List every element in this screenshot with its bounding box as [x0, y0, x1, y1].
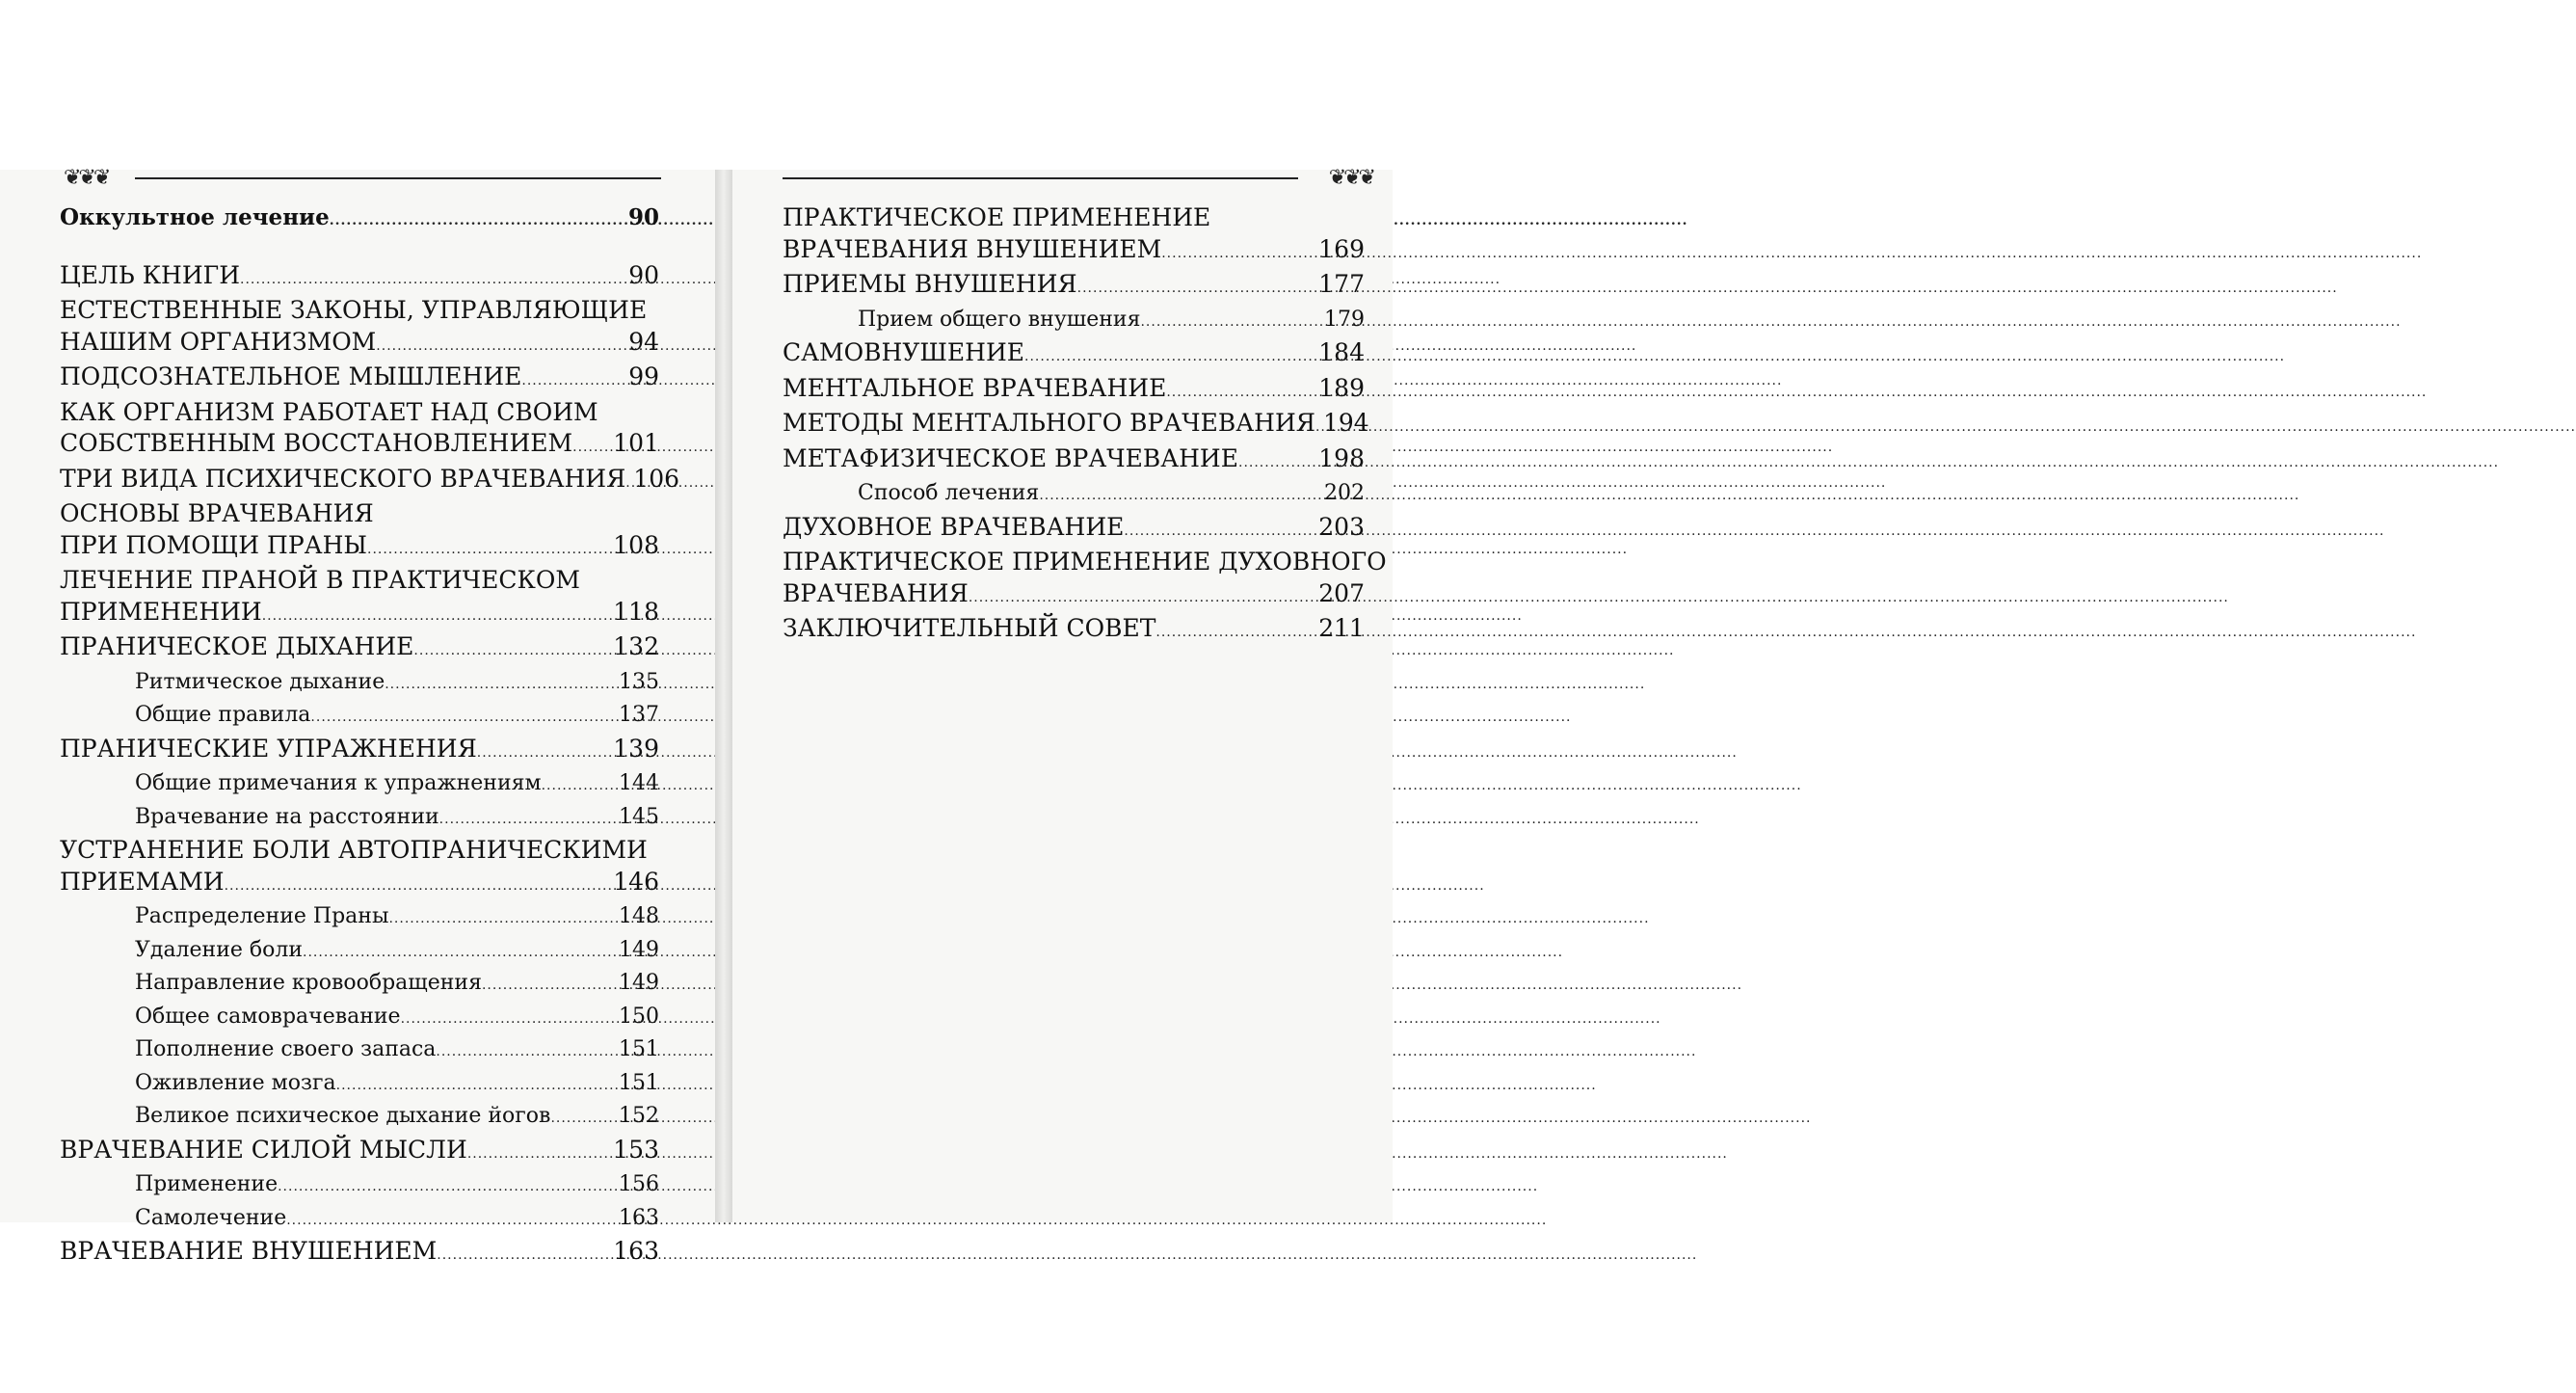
- toc-entry-page-number: 148: [619, 904, 659, 928]
- toc-entry[interactable]: [783, 305, 1365, 338]
- toc-entry-page-number: 163: [613, 1237, 659, 1265]
- toc-entry-page-number: 151: [619, 1070, 659, 1095]
- dot-leader: [1155, 617, 1316, 649]
- dot-leader: [385, 669, 617, 701]
- toc-entry-page-number: 146: [613, 867, 659, 896]
- toc-entry[interactable]: [783, 613, 1365, 649]
- dot-leader: [413, 635, 611, 667]
- dot-leader: [437, 1240, 611, 1272]
- dot-leader: [286, 1205, 617, 1237]
- toc-entry-title: ПРИМЕНЕНИИ: [60, 597, 262, 626]
- right-page: [732, 166, 1393, 1222]
- toc-entry-title: Распределение Праны: [135, 904, 389, 928]
- toc-entry-page-number: 135: [619, 669, 659, 694]
- toc-entry[interactable]: [60, 935, 659, 969]
- toc-entry-page-number: 145: [619, 804, 659, 829]
- toc-entry[interactable]: [783, 408, 1369, 443]
- dot-leader: [1077, 273, 1317, 305]
- toc-entry-page-number: 150: [619, 1004, 659, 1029]
- toc-entry-page-number: 207: [1318, 578, 1365, 607]
- toc-entry[interactable]: [60, 700, 659, 734]
- toc-entry[interactable]: [783, 443, 1365, 479]
- toc-entry[interactable]: [60, 260, 659, 296]
- toc-entry-title: Оккультное лечение: [60, 204, 330, 230]
- dot-leader: [572, 432, 611, 464]
- toc-entry-title: ПРИЕМАМИ: [60, 867, 225, 896]
- toc-entry[interactable]: [60, 1236, 659, 1272]
- toc-entry[interactable]: [60, 1135, 659, 1170]
- dot-leader: [330, 205, 626, 237]
- toc-entry-page-number: 149: [619, 971, 659, 995]
- dot-leader: [225, 871, 612, 902]
- toc-entry-title: МЕНТАЛЬНОЕ ВРАЧЕВАНИЕ: [783, 373, 1167, 402]
- toc-entry-page-number: 211: [1318, 614, 1365, 642]
- dot-leader: [1161, 238, 1316, 270]
- toc-entry-title: САМОВНУШЕНИЕ: [783, 338, 1025, 366]
- toc-entry-page-number: 169: [1318, 234, 1365, 263]
- toc-entry[interactable]: [60, 1169, 659, 1203]
- toc-entry-title-line: ПРАКТИЧЕСКОЕ ПРИМЕНЕНИЕ ДУХОВНОГО: [783, 548, 1387, 576]
- toc-entry-title: Общие примечания к упражнениям: [135, 771, 542, 795]
- toc-entry-title: ЦЕЛЬ КНИГИ: [60, 260, 241, 289]
- toc-entry[interactable]: [783, 337, 1365, 373]
- toc-entry-title-line: ПРАКТИЧЕСКОЕ ПРИМЕНЕНИЕ: [783, 203, 1211, 231]
- header-rule: [135, 177, 661, 179]
- toc-entry-page-number: 198: [1318, 443, 1365, 472]
- header-ornament-icon: ❦❦❦: [1328, 166, 1373, 190]
- toc-entry-title: ТРИ ВИДА ПСИХИЧЕСКОГО ВРАЧЕВАНИЯ: [60, 464, 626, 493]
- toc-entry[interactable]: [783, 373, 1365, 409]
- toc-entry-title: ПРАНИЧЕСКИЕ УПРАЖНЕНИЯ: [60, 734, 477, 763]
- toc-entry[interactable]: [783, 269, 1365, 305]
- toc-entry-title-line: ЛЕЧЕНИЕ ПРАНОЙ В ПРАКТИЧЕСКОМ: [60, 566, 580, 594]
- toc-entry-page-number: 152: [619, 1104, 659, 1128]
- toc-entry-title: Пополнение своего запаса: [135, 1037, 437, 1061]
- dot-leader: [436, 1036, 617, 1068]
- toc-entry[interactable]: [60, 901, 659, 935]
- dot-leader: [367, 534, 611, 566]
- toc-entry[interactable]: [60, 428, 659, 464]
- toc-entry-page-number: 144: [619, 771, 659, 795]
- toc-entry-page-number: 139: [613, 734, 659, 763]
- toc-entry-page-number: 108: [613, 530, 659, 559]
- toc-entry[interactable]: [60, 1203, 659, 1237]
- toc-entry[interactable]: [60, 202, 659, 237]
- toc-entry-title: Великое психическое дыхание йогов: [135, 1104, 551, 1128]
- dot-leader: [310, 702, 617, 734]
- toc-entry-title: ВРАЧЕВАНИЯ: [783, 578, 969, 607]
- dot-leader: [1238, 447, 1316, 479]
- dot-leader: [262, 601, 612, 632]
- toc-entry[interactable]: [60, 667, 659, 701]
- toc-entry-title: Общее самоврачевание: [135, 1004, 401, 1029]
- dot-leader: [1039, 480, 1322, 512]
- toc-entry[interactable]: [60, 867, 659, 902]
- toc-entry[interactable]: [60, 802, 659, 836]
- toc-entry-title-line: УСТРАНЕНИЕ БОЛИ АВТОПРАНИЧЕСКИМИ: [60, 836, 648, 864]
- dot-leader: [550, 1103, 617, 1135]
- dot-leader: [240, 264, 626, 296]
- toc-entry-title: Прием общего внушения: [858, 307, 1141, 332]
- dot-leader: [336, 1070, 617, 1102]
- toc-entry-page-number: 194: [1322, 409, 1369, 437]
- dot-leader: [401, 1004, 617, 1035]
- toc-entry-title: ПРИЕМЫ ВНУШЕНИЯ: [783, 270, 1077, 298]
- toc-entry-title: ПРИ ПОМОЩИ ПРАНЫ: [60, 530, 367, 559]
- toc-entry[interactable]: [60, 768, 659, 802]
- toc-entry-title: Применение: [135, 1172, 279, 1196]
- toc-entry[interactable]: [60, 597, 659, 632]
- toc-entry-title: ДУХОВНОЕ ВРАЧЕВАНИЕ: [783, 512, 1125, 541]
- toc-entry-page-number: 99: [628, 362, 659, 390]
- toc-entry-title: ПОДСОЗНАТЕЛЬНОЕ МЫШЛЕНИЕ: [60, 362, 522, 390]
- dot-leader: [376, 331, 626, 362]
- toc-entry-title: ВРАЧЕВАНИЕ СИЛОЙ МЫСЛИ: [60, 1135, 467, 1164]
- toc-entry-page-number: 118: [613, 597, 659, 626]
- toc-entry-page-number: 203: [1318, 512, 1365, 541]
- toc-entry-page-number: 151: [619, 1037, 659, 1061]
- table-of-contents-right: [783, 202, 1387, 649]
- toc-entry-title: МЕТОДЫ МЕНТАЛЬНОГО ВРАЧЕВАНИЯ: [783, 409, 1315, 437]
- toc-entry-page-number: 177: [1318, 270, 1365, 298]
- toc-entry[interactable]: [60, 362, 659, 397]
- toc-entry-page-number: 90: [627, 204, 659, 230]
- toc-entry-page-number: 132: [613, 632, 659, 660]
- dot-leader: [439, 804, 617, 836]
- toc-entry[interactable]: [783, 234, 1365, 270]
- toc-entry[interactable]: [60, 734, 659, 769]
- toc-entry[interactable]: [783, 512, 1365, 548]
- toc-entry[interactable]: [60, 1101, 659, 1135]
- toc-entry-page-number: 163: [619, 1205, 659, 1230]
- dot-leader: [477, 737, 612, 769]
- toc-entry[interactable]: [60, 464, 680, 499]
- toc-entry-title: Оживление мозга: [135, 1070, 336, 1095]
- toc-entry[interactable]: [783, 578, 1365, 614]
- dot-leader: [542, 770, 617, 802]
- left-page: [0, 166, 715, 1265]
- toc-entry-title: СОБСТВЕННЫМ ВОССТАНОВЛЕНИЕМ: [60, 429, 573, 457]
- toc-entry-page-number: 179: [1324, 307, 1365, 332]
- toc-entry-title-line: ЕСТЕСТВЕННЫЕ ЗАКОНЫ, УПРАВЛЯЮЩИЕ: [60, 296, 648, 324]
- toc-entry[interactable]: [60, 530, 659, 566]
- toc-entry-title: ПРАНИЧЕСКОЕ ДЫХАНИЕ: [60, 632, 414, 660]
- dot-leader: [1166, 377, 1316, 409]
- toc-entry-page-number: 202: [1324, 481, 1365, 505]
- toc-entry-page-number: 94: [628, 327, 659, 356]
- toc-entry-title-line: КАК ОРГАНИЗМ РАБОТАЕТ НАД СВОИМ: [60, 397, 598, 426]
- toc-entry[interactable]: [60, 1068, 659, 1102]
- dot-leader: [482, 970, 617, 1002]
- toc-entry-page-number: 156: [619, 1172, 659, 1196]
- toc-entry-title: Ритмическое дыхание: [135, 669, 385, 694]
- toc-entry-page-number: 101: [613, 429, 659, 457]
- toc-entry-title: Удаление боли: [135, 937, 304, 962]
- toc-entry[interactable]: [60, 968, 659, 1002]
- dot-leader: [278, 1171, 617, 1203]
- toc-entry-page-number: 189: [1318, 373, 1365, 402]
- toc-entry-title: Направление кровообращения: [135, 971, 482, 995]
- toc-entry-page-number: 106: [633, 464, 680, 493]
- toc-entry[interactable]: [60, 1034, 659, 1068]
- toc-entry[interactable]: [60, 631, 659, 667]
- toc-entry-page-number: 137: [619, 703, 659, 727]
- book-gutter: [715, 170, 732, 1222]
- toc-entry-title-line: ОСНОВЫ ВРАЧЕВАНИЯ: [60, 499, 374, 527]
- toc-entry-page-number: 184: [1318, 338, 1365, 366]
- dot-leader: [388, 903, 617, 935]
- dot-leader: [467, 1139, 611, 1170]
- toc-entry-page-number: 149: [619, 937, 659, 962]
- toc-entry-title: НАШИМ ОРГАНИЗМОМ: [60, 327, 377, 356]
- toc-entry-page-number: 153: [613, 1135, 659, 1164]
- toc-entry-title: Врачевание на расстоянии: [135, 804, 439, 829]
- header-ornament-icon: ❦❦❦: [64, 166, 109, 190]
- toc-entry[interactable]: [60, 327, 659, 362]
- toc-entry-title: Общие правила: [135, 703, 311, 727]
- dot-leader: [521, 365, 626, 397]
- toc-entry-title: Самолечение: [135, 1205, 287, 1230]
- toc-entry[interactable]: [60, 1002, 659, 1035]
- toc-entry-title: ВРАЧЕВАНИЯ ВНУШЕНИЕМ: [783, 234, 1162, 263]
- header-rule: [783, 177, 1298, 179]
- dot-leader: [969, 582, 1316, 614]
- toc-entry-title: ЗАКЛЮЧИТЕЛЬНЫЙ СОВЕТ: [783, 614, 1156, 642]
- table-of-contents-left: [60, 202, 680, 1272]
- dot-leader: [1024, 341, 1316, 373]
- dot-leader: [1140, 307, 1322, 338]
- toc-entry-title: Способ лечения: [858, 481, 1040, 505]
- toc-entry-page-number: 90: [628, 260, 659, 289]
- toc-entry-title: МЕТАФИЗИЧЕСКОЕ ВРАЧЕВАНИЕ: [783, 443, 1238, 472]
- dot-leader: [1124, 516, 1316, 548]
- dot-leader: [303, 937, 617, 969]
- toc-entry[interactable]: [783, 478, 1365, 512]
- toc-entry-title: ВРАЧЕВАНИЕ ВНУШЕНИЕМ: [60, 1237, 438, 1265]
